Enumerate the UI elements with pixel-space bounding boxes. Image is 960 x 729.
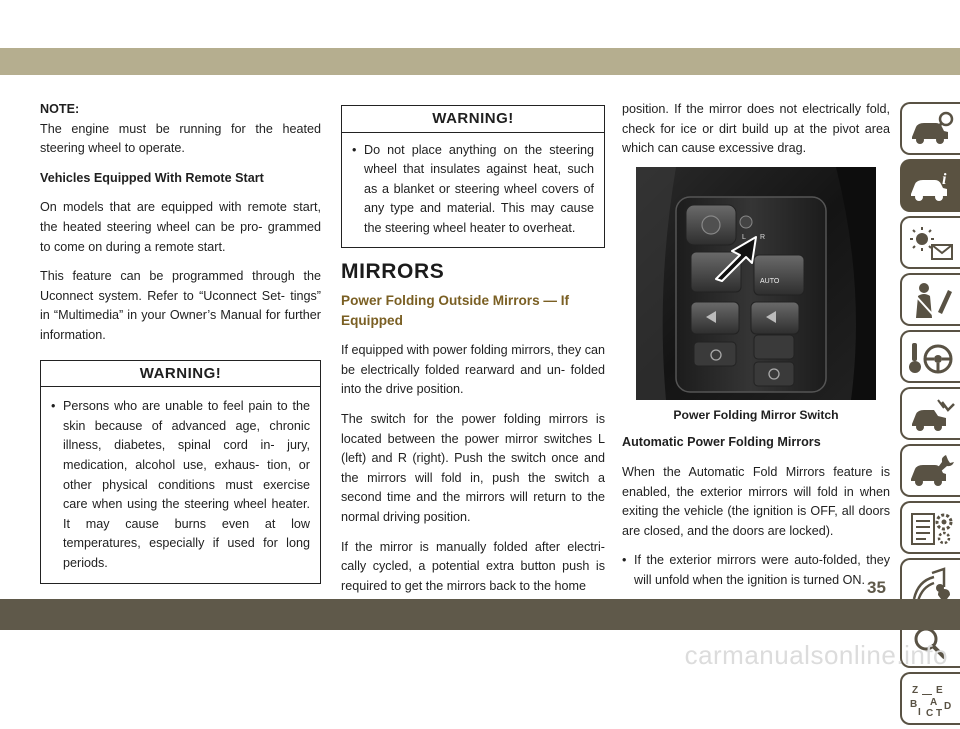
- warning-title: WARNING!: [342, 106, 604, 133]
- subsection-title: Power Folding Outside Mirrors — If Equipped: [341, 293, 570, 329]
- tab-getting-to-know-vehicle[interactable]: [900, 159, 960, 212]
- warning-box-insulation: [341, 105, 605, 248]
- car-info-icon: [908, 168, 956, 206]
- svg-text:T: T: [936, 708, 943, 719]
- auto-fold-heading: Automatic Power Folding Mirrors: [622, 435, 821, 450]
- steering-wheel-icon: [908, 339, 956, 377]
- svg-text:E: E: [936, 685, 943, 696]
- tab-index[interactable]: [900, 672, 960, 725]
- header-band: [0, 48, 960, 75]
- tab-starting-operating[interactable]: [900, 330, 960, 383]
- tab-in-case-of-emergency[interactable]: [900, 387, 960, 440]
- note-text: The engine must be running for the heated steering wheel to operate.: [40, 121, 321, 156]
- paragraph: The switch for the power folding mirrors is located between the power mirror switches L (left) and R (right). Push the switch once and the mirrors will fold in, push the switch a second time and the mirrors will return to the normal driving position.: [341, 411, 605, 524]
- paragraph: If the mirror is manually folded after electri- cally cycled, a potential extra button push is required to get the mirrors back to the home: [341, 539, 605, 593]
- tab-technical-specifications[interactable]: [900, 501, 960, 554]
- warning-lights-message-icon: [908, 225, 956, 263]
- tab-warning-lights[interactable]: [900, 216, 960, 269]
- auto-fold-text: When the Automatic Fold Mirrors feature is enabled, the exterior mirrors will fold in when exiting the vehicle (the ignition is OFF, all doors are closed, and the doors are locked).: [622, 464, 890, 538]
- warning-item: • Do not place anything on the steering wheel that insulates against heat, such as a blanket or steering wheel covers of any type and material. This may cause the steering wheel heater to overheat.: [352, 141, 594, 239]
- checklist-gear-icon: [908, 510, 956, 548]
- warning-box-heated-wheel: [40, 360, 321, 585]
- car-wrench-icon: [908, 453, 956, 491]
- svg-text:L: L: [742, 233, 746, 241]
- section-title: MIRRORS: [341, 259, 445, 283]
- bullet-item: • If the exterior mirrors were auto-folded, they will unfold when the ignition is turned ON.: [622, 551, 890, 590]
- watermark: carmanualsonline.info: [684, 640, 948, 670]
- seatbelt-airbag-icon: [908, 282, 956, 320]
- paragraph: If equipped with power folding mirrors, they can be electrically folded rearward and un- folded into the drive position.: [341, 343, 605, 397]
- column-left: [40, 100, 321, 594]
- warning-title: WARNING!: [41, 361, 320, 388]
- column-right: [622, 100, 890, 601]
- chapter-tabs: [900, 102, 960, 729]
- remote-start-heading: Vehicles Equipped With Remote Start: [40, 170, 264, 185]
- car-magnifier-icon: [908, 111, 956, 149]
- paragraph-continued: position. If the mirror does not electrically fold, check for ice or dirt build up at the pivot area which can cause excessive drag.: [622, 102, 890, 156]
- page-number: 35: [867, 578, 886, 597]
- svg-text:i: i: [942, 171, 947, 188]
- mirror-switch-photo: [636, 167, 876, 400]
- svg-text:—: —: [922, 689, 932, 700]
- svg-text:D: D: [944, 701, 952, 712]
- svg-text:R: R: [760, 233, 766, 241]
- door-panel-image: [636, 167, 876, 400]
- photo-auto-label: AUTO: [760, 277, 780, 285]
- car-crash-icon: [908, 396, 956, 434]
- tab-servicing-maintenance[interactable]: [900, 444, 960, 497]
- note-label: NOTE:: [40, 102, 80, 116]
- index-letters-icon: [908, 681, 956, 719]
- tab-getting-to-know[interactable]: [900, 102, 960, 155]
- photo-caption: Power Folding Mirror Switch: [673, 407, 839, 422]
- footer-band: [0, 599, 960, 630]
- remote-start-text: On models that are equipped with remote start, the heated steering wheel can be pro- grammed to come on during a remote start.: [40, 200, 321, 254]
- svg-text:I: I: [918, 707, 921, 718]
- column-middle: [341, 105, 605, 606]
- uconnect-text: This feature can be programmed through the Uconnect system. Refer to “Uconnect Set- tings” in “Multimedia” in your Owner’s Manual for further information.: [40, 269, 321, 342]
- svg-text:Z: Z: [912, 685, 919, 696]
- svg-text:B: B: [910, 699, 918, 710]
- tab-safety[interactable]: [900, 273, 960, 326]
- warning-item: • Persons who are unable to feel pain to the skin because of advanced age, chronic illness, diabetes, spinal cord in- jury, medication, alcohol use, exhaus- tion, or other physical conditions must exercise care when using the steering wheel heater. It may cause burns even at low temperatures, especially if used for long periods.: [51, 397, 310, 573]
- svg-text:C: C: [926, 708, 934, 719]
- svg-text:A: A: [930, 697, 938, 708]
